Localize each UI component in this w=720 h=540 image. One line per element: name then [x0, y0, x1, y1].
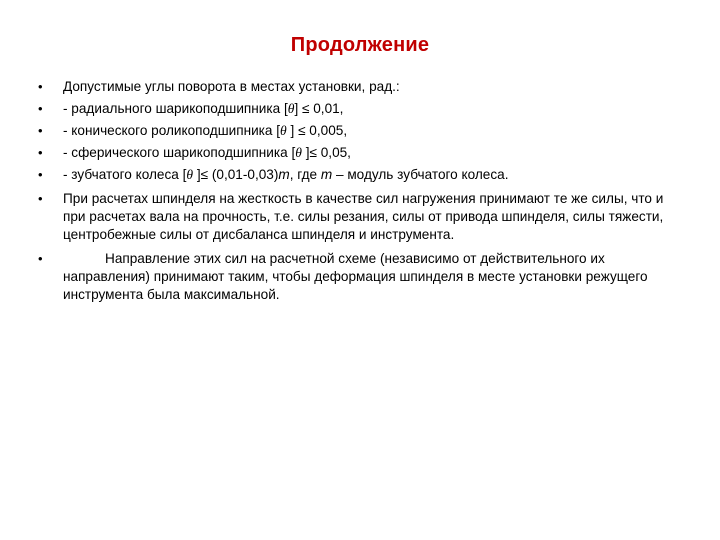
bullet-text-post: ] ≤ 0,01,	[294, 101, 344, 116]
theta-symbol: θ	[186, 167, 194, 182]
bullet-text-mid2: , где	[289, 167, 321, 182]
theta-symbol: θ	[287, 101, 295, 116]
bullet-list	[36, 78, 686, 308]
bullet-text-pre: - конического роликоподшипника [	[63, 123, 281, 138]
bullet-text-pre: - сферического шарикоподшипника [	[63, 145, 296, 160]
bullet-text-pre: - радиального шарикоподшипника [	[63, 101, 288, 116]
paragraph-text: Направление этих сил на расчетной схеме (независимо от действительного их направления) принимают таким, чтобы деформация шпинделя в месте установки режущего инструмента была максимальной.	[63, 251, 648, 302]
bullet-text-mid: ]≤ (0,01-0,03)	[193, 167, 279, 182]
bullet-item-conical-bearing	[36, 122, 686, 140]
theta-symbol: θ	[280, 123, 287, 138]
slide-title: Продолжение	[290, 34, 430, 56]
paragraph-text: При расчетах шпинделя на жесткость в качестве сил нагружения принимают те же силы, что и при расчетах вала на прочность, т.е. силы резания, силы от привода шпинделя, силы тяжести, центробежные силы от дисбаланса шпинделя и инструмента.	[63, 191, 664, 242]
bullet-item-gear-wheel	[36, 166, 686, 184]
bullet-item-angles-intro	[36, 78, 686, 96]
bullet-text-pre: - зубчатого колеса [	[63, 167, 187, 182]
theta-symbol: θ	[295, 145, 302, 160]
bullet-item-stiffness-forces	[36, 190, 686, 244]
bullet-icon: •	[38, 251, 43, 266]
bullet-icon: •	[38, 191, 43, 206]
bullet-icon: •	[38, 145, 43, 160]
bullet-text-post: ] ≤ 0,005,	[286, 123, 348, 138]
bullet-icon: •	[38, 101, 43, 116]
bullet-text: Допустимые углы поворота в местах установки, рад.:	[63, 79, 400, 94]
bullet-item-spherical-bearing	[36, 144, 686, 162]
bullet-text-post: – модуль зубчатого колеса.	[332, 167, 509, 182]
bullet-icon: •	[38, 79, 43, 94]
bullet-item-force-direction	[36, 250, 686, 304]
module-symbol: m	[320, 167, 333, 182]
bullet-icon: •	[38, 167, 43, 182]
bullet-item-radial-bearing	[36, 100, 686, 118]
bullet-text-post: ]≤ 0,05,	[301, 145, 351, 160]
module-symbol: m	[278, 167, 290, 182]
bullet-icon: •	[38, 123, 43, 138]
